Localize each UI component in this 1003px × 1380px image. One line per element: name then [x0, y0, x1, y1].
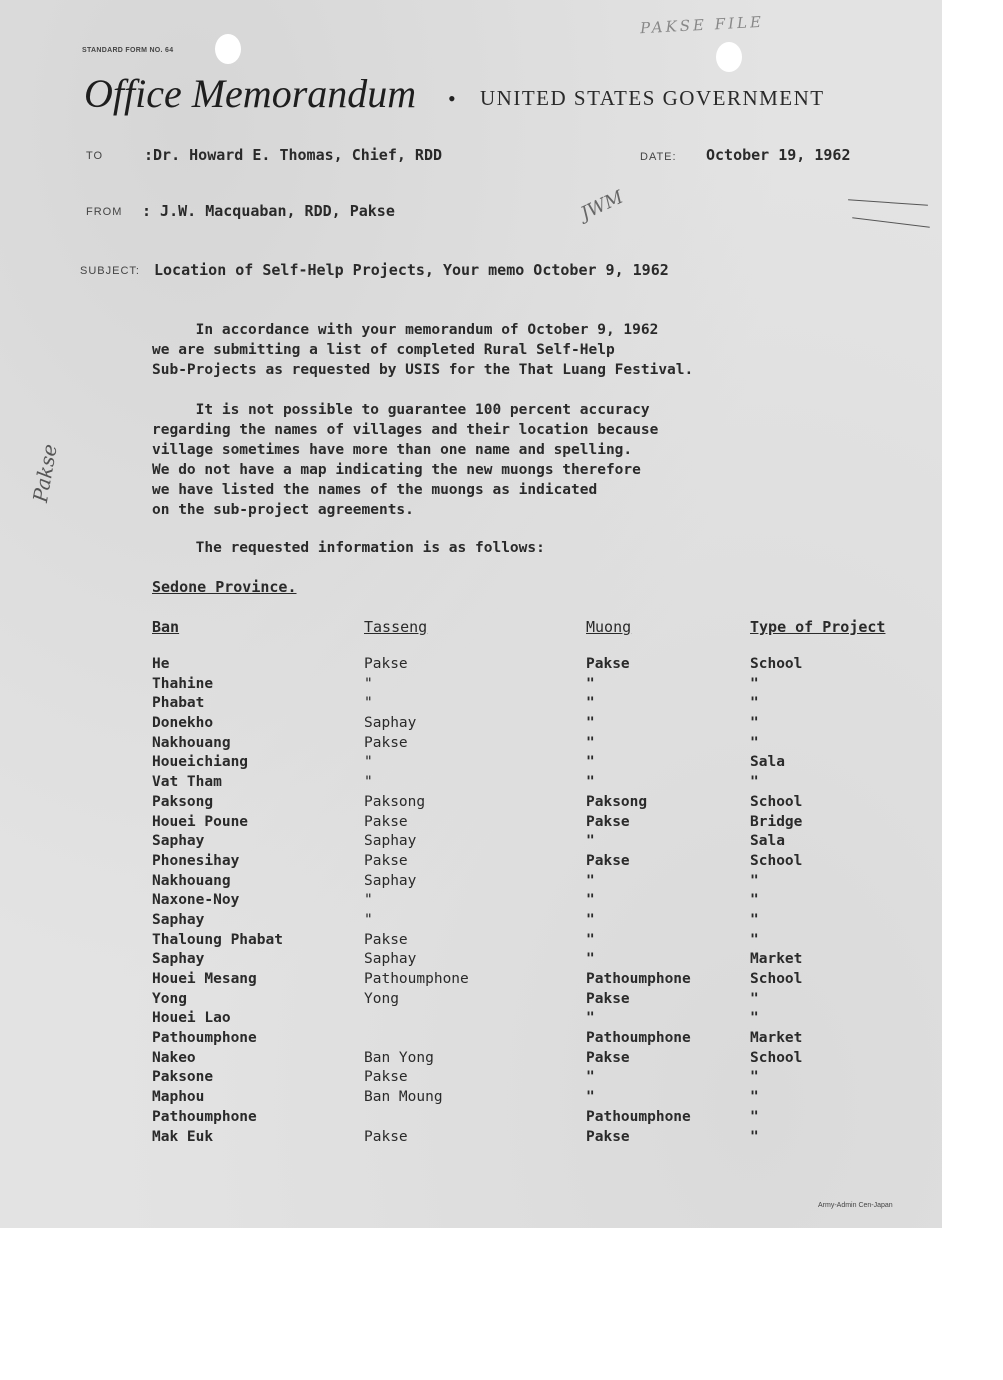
cell-ban: Nakhouang: [152, 734, 231, 751]
table-row: [152, 951, 942, 971]
table-row: [152, 656, 942, 676]
paragraph-2-line: It is not possible to guarantee 100 percent accuracy: [152, 402, 650, 418]
paragraph-2-line: village sometimes have more than one name and spelling.: [152, 442, 633, 458]
cell-type: Market: [750, 951, 803, 968]
cell-type: Market: [750, 1030, 803, 1047]
cell-muong: Pathoumphone: [586, 1030, 691, 1047]
handwritten-initials: JWM: [577, 186, 627, 225]
cell-tasseng: Pakse: [364, 1069, 408, 1086]
cell-type: ": [750, 734, 759, 751]
cell-muong: ": [586, 911, 595, 928]
cell-tasseng: Pakse: [364, 813, 408, 830]
cell-muong: ": [586, 715, 595, 732]
to-value: :Dr. Howard E. Thomas, Chief, RDD: [144, 146, 443, 164]
cell-muong: ": [586, 734, 595, 751]
paragraph-2-line: regarding the names of villages and their location because: [152, 422, 659, 438]
table-row: [152, 676, 942, 696]
cell-tasseng: Paksong: [364, 793, 426, 810]
cell-type: ": [750, 1089, 759, 1106]
cell-tasseng: Saphay: [364, 715, 417, 732]
footer-printer-mark: Army-Admin Cen-Japan: [818, 1202, 893, 1209]
date-value: October 19, 1962: [706, 146, 851, 164]
table-row: [152, 833, 942, 853]
table-row: [152, 1010, 942, 1030]
project-table: [152, 656, 942, 1148]
cell-tasseng: ": [364, 774, 373, 791]
cell-ban: Paksong: [152, 793, 214, 810]
cell-ban: Phabat: [152, 695, 205, 712]
cell-type: School: [750, 1049, 803, 1066]
from-label: FROM: [86, 206, 123, 218]
paragraph-1: [152, 320, 693, 380]
title-bullet: •: [448, 86, 456, 111]
cell-type: School: [750, 971, 803, 987]
cell-muong: ": [586, 695, 595, 712]
table-row: [152, 715, 942, 735]
table-row: [152, 1109, 942, 1129]
table-row: [152, 814, 942, 834]
cell-muong: ": [586, 951, 595, 968]
cell-muong: Pathoumphone: [586, 971, 691, 987]
column-header-muong: Muong: [586, 618, 632, 636]
cell-type: ": [750, 774, 759, 791]
cell-muong: ": [586, 754, 595, 771]
cell-muong: Pakse: [586, 1128, 630, 1145]
cell-type: ": [750, 892, 759, 909]
paragraph-1-line: we are submitting a list of completed Rural Self-Help: [152, 342, 615, 358]
cell-ban: Houeichiang: [152, 754, 249, 771]
cell-tasseng: ": [364, 675, 373, 692]
cell-ban: Saphay: [152, 911, 205, 928]
cell-ban: Phonesihay: [152, 852, 240, 869]
cell-type: ": [750, 1108, 759, 1125]
cell-type: Sala: [750, 754, 785, 771]
cell-ban: Pathoumphone: [152, 1030, 257, 1047]
table-row: [152, 932, 942, 952]
table-row: [152, 1050, 942, 1070]
cell-ban: Houei Lao: [152, 1010, 231, 1027]
table-row: [152, 794, 942, 814]
cell-tasseng: ": [364, 754, 373, 771]
table-row: [152, 1129, 942, 1149]
cell-type: ": [750, 931, 759, 948]
table-row: [152, 873, 942, 893]
cell-type: School: [750, 793, 803, 810]
cell-ban: Mak Euk: [152, 1128, 214, 1145]
margin-stroke-1: [848, 199, 928, 206]
cell-tasseng: Ban Moung: [364, 1089, 443, 1106]
subject-value: Location of Self-Help Projects, Your memo October 9, 1962: [154, 261, 669, 279]
cell-tasseng: ": [364, 695, 373, 712]
cell-muong: ": [586, 892, 595, 909]
cell-ban: Naxone-Noy: [152, 892, 240, 909]
cell-ban: Houei Poune: [152, 813, 249, 830]
table-row: [152, 695, 942, 715]
table-row: [152, 1030, 942, 1050]
cell-muong: ": [586, 675, 595, 692]
cell-tasseng: Saphay: [364, 951, 417, 968]
table-row: [152, 971, 942, 991]
table-row: [152, 991, 942, 1011]
cell-tasseng: Pakse: [364, 734, 408, 751]
paragraph-2-line: on the sub-project agreements.: [152, 502, 414, 518]
table-row: [152, 892, 942, 912]
table-row: [152, 853, 942, 873]
government-heading: UNITED STATES GOVERNMENT: [480, 86, 825, 110]
cell-type: ": [750, 1128, 759, 1145]
column-header-ban: Ban: [152, 618, 180, 636]
column-header-tasseng: Tasseng: [364, 618, 428, 636]
cell-type: ": [750, 1069, 759, 1086]
cell-ban: Vat Tham: [152, 774, 222, 791]
memo-title: Office Memorandum: [84, 71, 417, 116]
cell-tasseng: Pakse: [364, 656, 408, 672]
cell-type: School: [750, 852, 803, 869]
cell-type: ": [750, 1010, 759, 1027]
subject-label: SUBJECT:: [80, 265, 140, 277]
cell-ban: Paksone: [152, 1069, 214, 1086]
paragraph-1-line: Sub-Projects as requested by USIS for the That Luang Festival.: [152, 362, 694, 378]
table-row: [152, 774, 942, 794]
cell-ban: Nakeo: [152, 1049, 196, 1066]
cell-tasseng: Ban Yong: [364, 1049, 434, 1066]
cell-muong: ": [586, 1010, 595, 1027]
cell-muong: ": [586, 1069, 595, 1086]
handwritten-file-note: PAKSE FILE: [639, 12, 765, 38]
cell-ban: Thaloung Phabat: [152, 931, 283, 948]
paragraph-2: [152, 400, 658, 520]
cell-ban: Yong: [152, 990, 187, 1007]
paragraph-2-line: We do not have a map indicating the new muongs therefore: [152, 462, 641, 478]
punch-hole-left: [215, 34, 241, 64]
province-heading: Sedone Province.: [152, 578, 297, 596]
cell-tasseng: Pakse: [364, 931, 408, 948]
cell-muong: ": [586, 931, 595, 948]
cell-muong: Pakse: [586, 813, 630, 830]
cell-ban: Pathoumphone: [152, 1108, 257, 1125]
cell-muong: ": [586, 774, 595, 791]
cell-ban: Houei Mesang: [152, 971, 257, 987]
to-label: TO: [86, 150, 104, 162]
margin-stroke-2: [852, 217, 930, 227]
cell-ban: Thahine: [152, 675, 214, 692]
cell-tasseng: Saphay: [364, 872, 417, 889]
cell-type: ": [750, 872, 759, 889]
cell-tasseng: Pakse: [364, 1128, 408, 1145]
from-value: : J.W. Macquaban, RDD, Pakse: [142, 202, 395, 220]
paragraph-3: The requested information is as follows:: [152, 540, 545, 556]
cell-muong: Pakse: [586, 1049, 630, 1066]
cell-ban: He: [152, 656, 170, 672]
cell-type: ": [750, 695, 759, 712]
form-number: STANDARD FORM NO. 64: [82, 47, 174, 54]
cell-muong: ": [586, 833, 595, 850]
table-row: [152, 912, 942, 932]
table-row: [152, 1069, 942, 1089]
cell-ban: Donekho: [152, 715, 214, 732]
cell-ban: Maphou: [152, 1089, 205, 1106]
cell-type: Bridge: [750, 813, 803, 830]
cell-tasseng: Saphay: [364, 833, 417, 850]
cell-muong: ": [586, 872, 595, 889]
cell-ban: Saphay: [152, 951, 205, 968]
cell-muong: Pathoumphone: [586, 1108, 691, 1125]
paragraph-2-line: we have listed the names of the muongs as indicated: [152, 482, 598, 498]
cell-type: ": [750, 990, 759, 1007]
cell-tasseng: ": [364, 911, 373, 928]
punch-hole-right: [716, 42, 742, 72]
cell-muong: Pakse: [586, 656, 630, 672]
cell-muong: Pakse: [586, 990, 630, 1007]
cell-type: ": [750, 911, 759, 928]
table-row: [152, 1089, 942, 1109]
date-label: DATE:: [640, 151, 677, 163]
cell-muong: Pakse: [586, 852, 630, 869]
table-row: [152, 735, 942, 755]
table-row: [152, 754, 942, 774]
cell-tasseng: Pathoumphone: [364, 971, 469, 987]
column-header-type: Type of Project: [750, 618, 886, 636]
cell-type: School: [750, 656, 803, 672]
cell-tasseng: Pakse: [364, 852, 408, 869]
cell-tasseng: ": [364, 892, 373, 909]
cell-type: ": [750, 715, 759, 732]
cell-muong: ": [586, 1089, 595, 1106]
cell-ban: Nakhouang: [152, 872, 231, 889]
cell-muong: Paksong: [586, 793, 648, 810]
cell-type: Sala: [750, 833, 785, 850]
cell-tasseng: Yong: [364, 990, 399, 1007]
cell-type: ": [750, 675, 759, 692]
handwritten-margin-note: Pakse: [28, 442, 62, 505]
cell-ban: Saphay: [152, 833, 205, 850]
paragraph-1-line: In accordance with your memorandum of October 9, 1962: [152, 322, 659, 338]
